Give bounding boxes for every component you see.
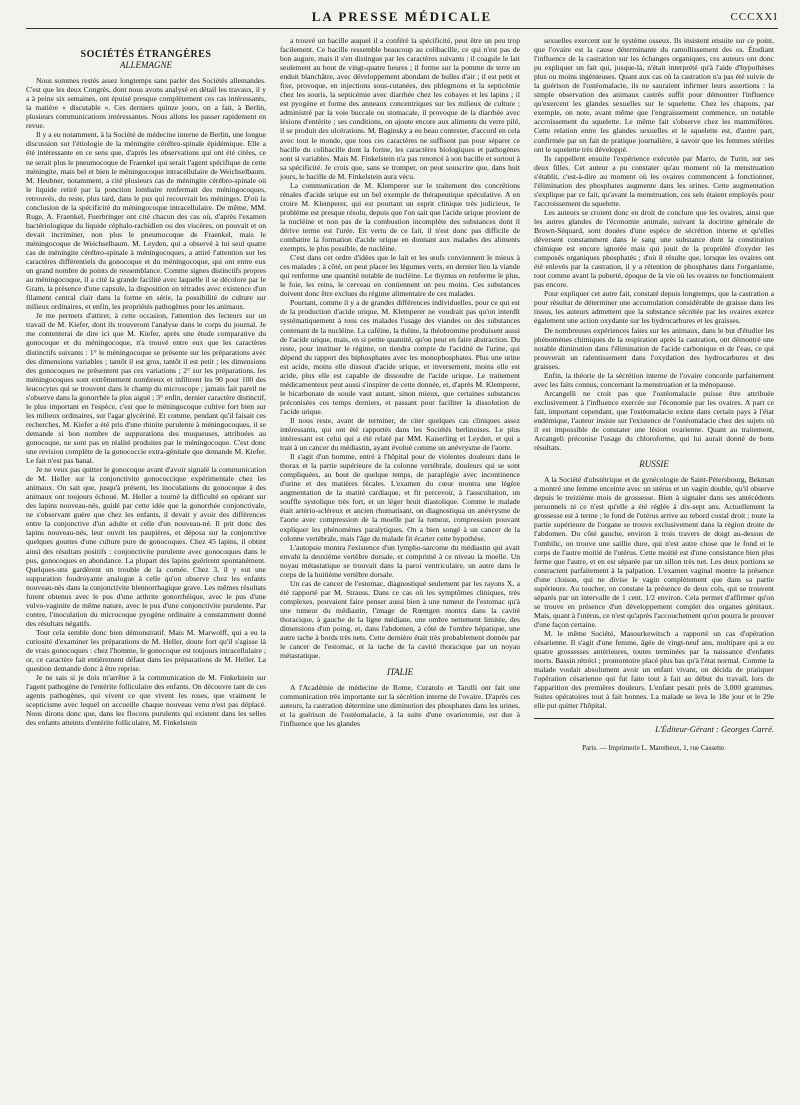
column-left bbox=[26, 36, 266, 1096]
paragraph: Je ne sais si je dois m'arrêter à la communication de M. Finkelstein sur l'agent pathogène de l'entérite folliculaire des enfants. On découvre tant de ces agents pathogènes, qui vivent ce que vivent les roses, que vraiment le scepticisme avec lequel on accueille chaque nouveau venu n'est pas déplacé. Nous dirons donc que, dans les flocons purulents qui existent dans les selles des enfants atteints d'entérite folliculaire, M. Finkelstein bbox=[26, 673, 266, 728]
paragraph: Il y a eu notamment, à la Société de médecine interne de Berlin, une longue discussion sur l'étiologie de la méningite cérébro-spinale épidémique. Elle a été intéressante en ce sens que, d'après les observations qui ont été citées, ce ne serait plus le pneumocoque de Fraenkel qui serait l'agent spécifique de cette méningite, mais bel et bien le méningocoque intracellulaire de Weichselbaum. M. Heubner, notamment, a cité plusieurs cas de méningite cérébro-spinale où le liquide retiré par la ponction lombaire renfermait des méningocoques, retrouvés, du reste, plus tard, dans le pus qui recouvrait les méninges. D'où la conclusion de la spécificité du méningocoque intracellulaire. De même, MM. Ruge, A. Fraenkel, Fuerbringer ont cité chacun des cas où, d'après l'examen bactériologique du liquide céphalo-rachidien ou des viscères, on pouvait et on devait incriminer, non plus le pneumocoque de Fraenkel, mais le méningocoque de Weichselbaum. M. Leyden, qui a observé à lui seul quatre cas de méningite cérébro-spinale à méningocoques, a attiré l'attention sur les caractères différentiels du gonocoque et du méningocoque, qui ont entre eux un grand nombre de points de ressemblance. Comme signes distinctifs propres au méningocoque, il a cité la grande facilité avec laquelle il se décolore par le Gram, la présence d'une capsule, la disposition en tétrades avec existence d'un filament central clair dans la forme en série, la possibilité de culture sur milieux ordinaires, et enfin, les propriétés pathogènes pour les animaux. bbox=[26, 130, 266, 312]
paragraph: C'est dans cet ordre d'idées que le lait et les œufs conviennent le mieux à ces malades ; à côté, on peut placer les légumes verts, en dernier lieu la viande qui renferme une quantité notable de nucléine. Le thymus en renferme le plus, le foie, les reins, le cerveau en contiennent un peu moins. Ces substances doivent donc être exclues du régime alimentaire de ces malades. bbox=[280, 253, 520, 299]
paragraph: Tout cela semble donc bien démonstratif. Mais M. Marwolff, qui a eu la curiosité d'examiner les préparations de M. Heller, doute fort qu'il s'agisse là de vrais gonocoques : chez l'homme, le gonocoque est toujours intracellulaire ; or, ce caractère fait entièrement défaut dans les préparations de M. Heller. La question demande donc à être reprise. bbox=[26, 627, 266, 674]
subhead-allemagne: ALLEMAGNE bbox=[119, 60, 172, 71]
journal-page bbox=[26, 6, 778, 1096]
paragraph: Nous sommes restés assez longtemps sans parler des Sociétés allemandes. C'est que les deux Congrès, dont nous avons analysé en détail les travaux, il y a à peine six semaines, ont épuisé presque complètement ces cas intéressants, la matière « discutable ». Ces derniers quinze jours, on a fait, à Berlin, plusieurs communications intéressantes. Nous allons les passer rapidement en revue. bbox=[26, 76, 266, 131]
paragraph: L'autopsie montra l'existence d'un lympho-sarcome du médiastin qui avait envahi la deuxième vertèbre dorsale, et comprimé à ce niveau la moelle. Un noyau métastatique se trouvait dans la paroi ventriculaire, un autre dans le corps de la huitième vertèbre dorsale. bbox=[280, 542, 520, 579]
paragraph: De nombreuses expériences faites sur les animaux, dans le but d'étudier les phénomènes chimiques de la respiration après la castration, ont démontré une notable diminution dans l'élimination de l'acide carbonique et de l'eau, ce qui prouverait un ralentissement dans l'oxydation des hydrocarbures et des graisses. bbox=[534, 325, 774, 371]
column-middle bbox=[280, 36, 520, 1096]
paragraph: Un cas de cancer de l'estomac, diagnostiqué seulement par les rayons X, a été rapporté par M. Strauss. Dans ce cas où les symptômes cliniques, très complexes, pouvaient faire penser aussi bien à une tumeur de l'estomac qu'à une tumeur du médiastin, l'image de Rœntgen montra dans la cavité thoracique, à gauche de la ligne médiane, une ombre nettement limitée, des dimensions d'un poing, et, dans l'abdomen, à côté de l'ombre hépatique, une autre tache à bords très nets. Cette dernière était très probablement donnée par le cancer de l'estomac, et la tache de la cavité thoracique par un noyau métastatique. bbox=[280, 578, 520, 661]
paragraph: Arcangelli ne croit pas que l'ostéomalacie puisse être attribuée exclusivement à l'influence exercée sur l'économie par les ovaires. A part ce fait, important cependant, que l'ostéomalacie existe dans certain pays à l'état endémique, l'auteur insiste sur l'existence de l'ostéomalacie chez des sujets où il est impossible de constater une lésion ovarienne. Quant au traitement, Arcangeli préconise l'usage du chloroforme, qui lui aurait donné de bons résultats. bbox=[534, 388, 774, 453]
subhead-russie: RUSSIE bbox=[639, 459, 669, 470]
section-title: SOCIÉTÉS ÉTRANGÈRES bbox=[80, 49, 212, 60]
paragraph: Il s'agit d'un homme, entré à l'hôpital pour de violentes douleurs dans le thorax et la partie supérieure de la colonne vertébrale, douleurs qui se sont compliquées, au bout de quelque temps, de paraplégie avec incontinence d'urine et des matières fécales. L'examen du cœur montra une légère augmentation de la matité cardiaque, et fit percevoir, à l'auscultation, un souffle systolique très fort, et un léger bruit diastolique. Comme le malade était artério-scléreux et ancien rhumatisant, on diagnostiqua un anévrysme de l'aorte avec compression de la moelle par la tumeur, compression pouvant expliquer les phénomènes paralytiques. On a bien songé à un cancer de la colonne vertébrale, mais l'âge du malade fit écarter cette hypothèse. bbox=[280, 452, 520, 543]
paragraph: Il nous reste, avant de terminer, de citer quelques cas cliniques assez intéressants, qui ont été rapportés dans les Sociétés berlinoises. Le plus intéressant est celui qui a été relaté par MM. Kaiserling et Leyden, et qui a trait à un cancer du médiastin, ayant évolué comme un anévrysme de l'aorte. bbox=[280, 415, 520, 453]
paragraph: Pourtant, comme il y a de grandes différences individuelles, pour ce qui est de la production d'acide urique, M. Klemperer ne voudrait pas qu'on interdît systématiquement à tous ces malades l'usage des viandes ou des substances contenant de la nucléine. La caféine, la théine, la théobromine produisent aussi de l'acide urique, mais, en si petite quantité, qu'on peut en faire abstraction. Du reste, pour instituer le régime, on tiendra compte de l'acidité de l'urine, qui dépend du rapport des biphosphates avec les monophosphates. Plus une urine est acide, moins elle dissout d'acide urique, et inversement, moins elle est acide, plus elle est capable de dissoudre de l'acide urique. Le traitement médicamenteux peut aussi s'inspirer de cette donnée, et, d'après M. Klemperer, le bicarbonate de soude vaut autant, sinon mieux, que certaines substances préconisées ces temps derniers, et passant pour faciliter la dissolution de l'acide urique. bbox=[280, 298, 520, 416]
editor-signature: L'Éditeur-Gérant : Georges Carré. bbox=[655, 724, 774, 735]
paragraph: a trouvé un bacille auquel il a conféré la spécificité, peut être un peu trop facilement. Ce bacille ressemble beaucoup au colibacille, ce qui n'est pas de bon augure, mais il s'en distingue par les caractères suivants : il coagule le lait seulement au bout de vingt-quatre heures ; il forme sur la pomme de terre un enduit blanchâtre, avec développement abondant de bulles d'air ; il est petit et fixe, provoque, en injections sous-cutanées, des phlegmons et la septicémie chez les souris, la septicémie avec diarrhée chez les cobayes et les lapins ; il est pyogène et forme des anneaux concentriques sur les milieux de culture ; administré par la voie buccale ou stomacale, il provoque de la diarrhée avec lésions d'entérite ; ses conditions, on ajoute encore aux aliments du verre pilé, il se produit des ulcérations. M. Baginsky a eu beau contester, d'accord en cela avec tout le monde, que tous ces caractères ne suffisent pas pour séparer ce bacille du colibacille dont la forme, les caractères biologiques et pathogènes sont si variables. Mais M. Finkelstein n'a pas renoncé à son bacille et surtout à sa spécificité. Je crois que, sans se tromper, on peut souscrire que, dans huit jours, le bacille de M. Finkelstein aura vécu. bbox=[280, 36, 520, 181]
page-number: CCCXXI bbox=[730, 11, 778, 23]
journal-title: LA PRESSE MÉDICALE bbox=[311, 9, 493, 24]
column-right bbox=[534, 36, 774, 1096]
paragraph: M. le même Société, Masourkewitsch a rapporté un cas d'opération césarienne. Il s'agit d'une femme, âgée de vingt-neuf ans, multipare qui a eu quatre grossesses antérieures, toutes terminées par la naissance d'enfants morts. Bassin rétréci ; promontoire placé plus bas qu'à l'état normal. Comme la malade voulait absolument avoir un enfant vivant, on décida de pratiquer l'opération césarienne qui fut faite tout à fait au début du travail, lors de l'apparition des premières douleurs. L'enfant pesait près de 3,000 grammes. Suites opératoires tout à fait bonnes. La malade se leva le 18e jour et le 29e elle put quitter l'hôpital. bbox=[534, 629, 774, 711]
paragraph: Je me permets d'attirer, à cette occasion, l'attention des lecteurs sur un travail de M. Kiefer, dont ils trouveront l'analyse dans le corps du journal. Je me contenterai de dire ici que M. Kiefer, après une étude comparative du gonocoque et du méningocoque, n'a trouvé entre eux que les caractères distinctifs suivants : 1° le méningocoque se présente sur les préparations avec des dimensions variables ; tantôt il est gros, tantôt il est petit ; les dimensions des gonocoques ne présentent pas ces variations ; 2° sur les préparations, les méningocoques sont extrêmement nombreux et infiltrent les 90 pour 100 des leucocytes qui se trouvent dans le champ du microscope ; jamais fait pareil ne s'observe dans la gonorrhée la plus aiguë ; 3° enfin, dernier caractère distinctif, le plus important en l'espèce, c'est que le méningocoque cultive fort bien sur les milieux ordinaires, sur l'agar glycériné. Et comme, pendant qu'il faisait ces recherches, M. Kiefer a été pris d'une rhinite purulente à méningocoques, il se demande si bon nombre de suppurations des muqueuses, attribuées au gonocoque, ne sont pas en réalité produites par le méningocoque. C'est donc une revision complète de la gonococcie extra-génitale que demande M. Kiefer. Le fait n'est pas banal. bbox=[26, 311, 266, 466]
paragraph: Les auteurs se croient donc en droit de conclure que les ovaires, ainsi que les autres glandes de l'économie animale, suivant la doctrine générale de Brown-Séquard, sont douées d'une espèce de sécrétion interne et qu'elles déversent constamment dans le sang une substance dont la constitution chimique est encore ignorée mais qui jouit de la propriété d'oxyder les composés organiques phosphatés ; d'où il résulte que, lorsque les ovaires ont été enlevés par la castration, il y a rétention de phosphates dans l'organisme, tout comme avant la puberté, époque de la vie où les ovaires ne fonctionnaient pas encore. bbox=[534, 207, 774, 290]
paragraph: A la Société d'obstétrique et de gynécologie de Saint-Pétersbourg, Bekman a montré une femme enceinte avec un utérus et un vagin double, qu'il observe depuis le treizième mois de grossesse. Bien à signaler dans ses antécédents personnels ni ce n'est qu'elle a été réglée à dix-sept ans. Actuellement la grossesse est à terme ; le fond de l'utérus arrive au rebord costal droit ; toute la partie supérieure de l'organe se trouve exclusivement dans la région droite de l'abdomen. Du côté gauche, environ à trois travers de doigt au-dessus de l'ombilic, on trouve une saillie dure, qui n'est autre chose que le fond et le corps de l'autre moitié de l'utérus. Cette moitié est d'une consistance bien plus ferme que l'autre, et en est séparée par un sillon très net. Les deux portions se contractent parfaitement à la palpation. L'examen vaginal montre la présence d'une cloison, qui ne divise le vagin complètement que dans sa partie supérieure. Au toucher, on constate la présence de deux cols, qui se trouvent séparés par un intervalle de 1 cent. 1/2 environ. Cela permet d'affirmer qu'on se trouve en présence d'un développement complet des organes génitaux. Mais, quant à l'utérus, ce n'est qu'après l'accouchement qu'on pourra le prouver d'une façon certaine. bbox=[534, 475, 774, 629]
paragraph: La communication de M. Klemperer sur le traitement des concrétions rénales d'acide urique est un bel exemple de thérapeutique spéculative. A en croire M. Klemperer, qui est pourtant un esprit clinique très judicieux, le problème est presque résolu, depuis que l'on sait que l'acide urique provient de la nucléine et non pas de la combustion incomplète des substances dont il dérive terme est l'urée. En vertu de ce fait, il n'est donc pas difficile de combattre la formation d'acide urique en donnant aux malades des aliments exempts, le plus possible, de nucléine. bbox=[280, 180, 520, 254]
divider bbox=[534, 718, 774, 719]
paragraph: A l'Académie de médecine de Rome, Curatolo et Tarulli ont fait une communication très importante sur la sécrétion interne de l'ovaire. D'après ces auteurs, la castration détermine une diminution des phosphates dans les urines, et la guérison de l'ostéomalacie, à la suite d'une ovariotomie, est due à l'influence que les glandes bbox=[280, 683, 520, 729]
paragraph: Ils rappellent ensuite l'expérience exécutée par Marro, de Turin, sur ses deux filles. Cet auteur a pu constater qu'au moment où la menstruation s'établit, c'est-à-dire au moment où les ovaires commencent à fonctionner, l'élimination des phosphates augmente dans les urines. Cette augmentation s'explique par ce fait, qu'avant la menstruation, ces sels étaient employés pour l'accroissement du squelette. bbox=[534, 153, 774, 208]
paragraph: sexuelles exercent sur le système osseux. Ils insistent ensuite sur ce point, que l'ovaire est la cause déterminante du ramollissement des os. Étudiant l'influence de la castration sur les échanges organiques, ces auteurs ont donc pu expliquer un fait qui, jusque-là, n'était interprété qu'à l'aide d'hypothèses plus ou moins ingénieuses. Quant aux cas où la castration n'a pas été suivie de la guérison de l'ostéomalacie, ils ne sauraient infirmer leurs assertions : la simple observation des animaux castrés suffit pour démontrer l'influence qu'exercent les glandes sexuelles sur le squelette. Chez les chapons, par exemple, on note, avant même que l'engraissement commence, un notable accroissement du squelette. Le même fait s'observe chez les mammifères. Cette relation entre les glandes sexuelles et le squelette est, d'autre part, confirmée par un fait de pratique journalière, à savoir que les femmes stériles ont le squelette très développé. bbox=[534, 36, 774, 154]
paragraph: Pour expliquer cet autre fait, constaté depuis longtemps, que la castration a pour résultat de déterminer une accumulation considérable de graisse dans les tissus, les auteurs admettent que la substance sécrétée par les ovaires exerce également une action oxydante sur les hydrocarbures et les graisses. bbox=[534, 289, 774, 326]
subhead-italie: ITALIE bbox=[386, 667, 414, 678]
printer-imprint: Paris. — Imprimerie L. Maretheux, 1, rue Cassette. bbox=[582, 744, 726, 753]
paragraph: Je ne veux pas quitter le gonocoque avant d'avoir signalé la communication de M. Heller sur la conjonctivite gonococcique expérimentale chez les animaux. On sait que, jusqu'à présent, les inoculations du gonocoque à des animaux ont toujours échoué. M. Heller a tourné la difficulté en opérant sur des lapins nouveau-nés, guidé par cette idée que la gonorrhée conjonctivale, ne s'observant guère que chez les enfants, il devait y avoir des différences entre la conjonctive d'un adulte et celle d'un nouveau-né. Il prit donc des lapins nouveau-nés, leur ouvrit les paupières, et déposa sur la conjonctive quelques gouttes d'une culture pure de gonocoques. Chez 45 lapins, il obtint ainsi des résultats positifs : conjonctivite purulente avec gonocoques dans le pus, gonocoques en abondance. La plupart des lapins guérirent spontanément. Quelques-uns gardèrent un trouble de la cornée. Chez 3, il y eut une suppuration foudroyante analogue à celle qu'on observe chez les enfants nouveau-nés dans la conjonctivite blennorrhagique grave. Les mêmes résultats furent obtenus avec le pus d'une arthrite gonorrhéique, avec le pus d'une vulvo-vaginite de même nature, avec le pus d'une conjonctivite purulente. Par contre, l'inoculation du microcoque pyogène ordinaire a constamment donné des résultats négatifs. bbox=[26, 465, 266, 628]
running-head bbox=[26, 6, 778, 29]
paragraph: Enfin, la théorie de la sécrétion interne de l'ovaire concorde parfaitement avec les faits connus, concernant la menstruation et la ménopause. bbox=[534, 370, 774, 389]
text-columns bbox=[26, 36, 778, 1096]
